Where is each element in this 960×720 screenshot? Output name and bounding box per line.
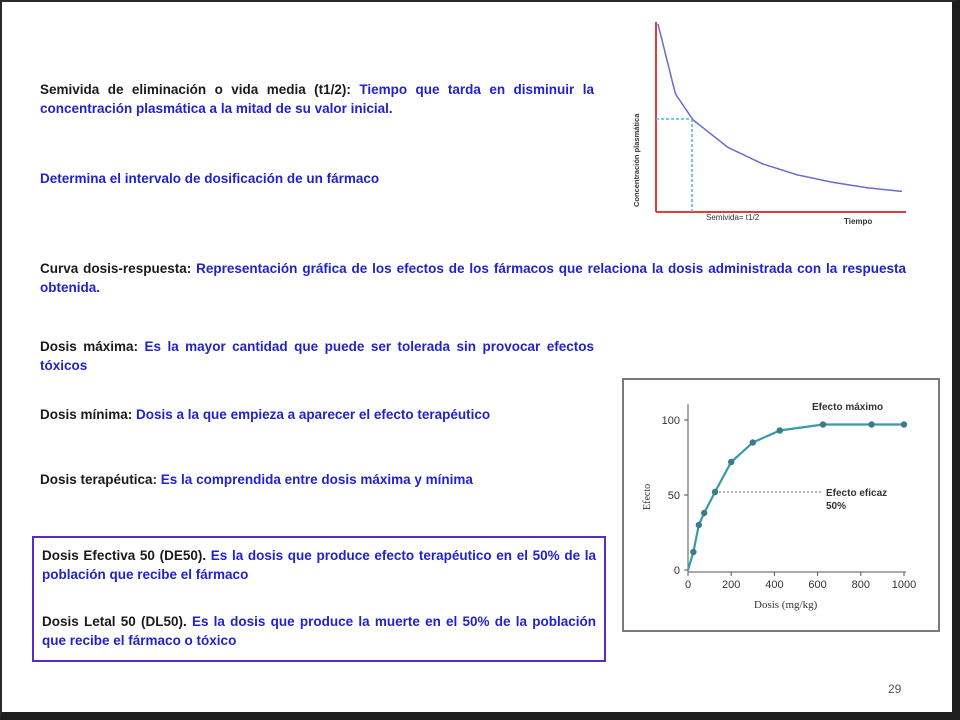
- half-life-label: Semivida= t1/2: [706, 213, 760, 222]
- maxima-text: Es la mayor cantidad que puede ser tolerada sin provocar efectos tóxicos: [40, 339, 594, 373]
- x-tick-label: 800: [851, 579, 870, 591]
- curva-term: Curva dosis-respuesta:: [40, 261, 192, 276]
- data-point: [750, 439, 756, 445]
- data-point: [868, 421, 874, 427]
- de50-text: Es la dosis que produce efecto terapéutico en el 50% de la población que recibe el fármaco: [42, 548, 597, 582]
- dosis-terapeutica-definition: [40, 470, 594, 489]
- page-number: 29: [888, 682, 902, 696]
- x-tick-label: 0: [684, 579, 692, 591]
- semivida-definition: [40, 80, 594, 118]
- data-point: [820, 421, 826, 427]
- y-tick-label: 0: [673, 565, 680, 577]
- curva-dosis-definition: [40, 259, 906, 297]
- terapeutica-text: : Es la comprendida entre dosis máxima y mínima: [152, 472, 473, 487]
- data-point: [901, 421, 907, 427]
- minima-text: Dosis a la que empieza a aparecer el efecto terapéutico: [132, 407, 491, 422]
- data-point: [701, 510, 707, 516]
- data-point: [696, 522, 702, 528]
- terapeutica-term: Dosis terapéutica: [40, 472, 153, 487]
- dl50-term: Dosis Letal 50 (DL50).: [42, 614, 187, 629]
- de50-term: Dosis Efectiva 50 (DE50).: [42, 548, 207, 563]
- y-tick-label: 50: [667, 490, 680, 502]
- dosis-minima-definition: [40, 405, 594, 424]
- fifty-percent-label: 50%: [826, 501, 847, 512]
- dose-response-chart: [624, 380, 938, 630]
- elimination-curve: [658, 24, 902, 191]
- efecto-eficaz-label: Efecto eficaz: [826, 488, 888, 499]
- efecto-maximo-label: Efecto máximo: [812, 402, 884, 413]
- y-tick-label: 100: [661, 415, 680, 427]
- dl50-text: Es la dosis que produce la muerte en el 50% de la población que recibe el fármaco o tóxico: [42, 614, 596, 648]
- data-point: [728, 459, 734, 465]
- de50-definition: [42, 546, 596, 584]
- minima-term: Dosis mínima:: [40, 407, 133, 422]
- x-axis-label: Dosis (mg/kg): [754, 599, 818, 611]
- dl50-definition: [42, 612, 596, 650]
- x-tick-label: 400: [765, 579, 784, 591]
- y-axis-label: Concentración plasmática: [632, 113, 641, 207]
- x-axis-label: Tiempo: [844, 217, 873, 226]
- data-point: [690, 549, 696, 555]
- x-tick-label: 1000: [891, 579, 917, 591]
- de50-dl50-box: [32, 536, 606, 662]
- x-tick-label: 600: [808, 579, 827, 591]
- elimination-curve-chart: [622, 12, 912, 232]
- maxima-term: Dosis máxima:: [40, 339, 139, 354]
- dosis-maxima-definition: [40, 337, 594, 375]
- dose-response-chart-frame: [622, 378, 940, 632]
- dosing-interval-note: Determina el intervalo de dosificación de un fármaco: [40, 171, 380, 186]
- x-tick-label: 200: [722, 579, 741, 591]
- semivida-term: Semivida de eliminación o vida media (t1/2):: [40, 82, 351, 97]
- y-axis-label: Efecto: [642, 483, 653, 510]
- data-point: [777, 427, 783, 433]
- semivida-text: Tiempo que tarda en disminuir la concentración plasmática a la mitad de su valor inicial.: [40, 82, 594, 116]
- curva-text: Representación gráfica de los efectos de los fármacos que relaciona la dosis administrada con la respuesta obtenida.: [40, 261, 906, 295]
- data-point: [712, 489, 718, 495]
